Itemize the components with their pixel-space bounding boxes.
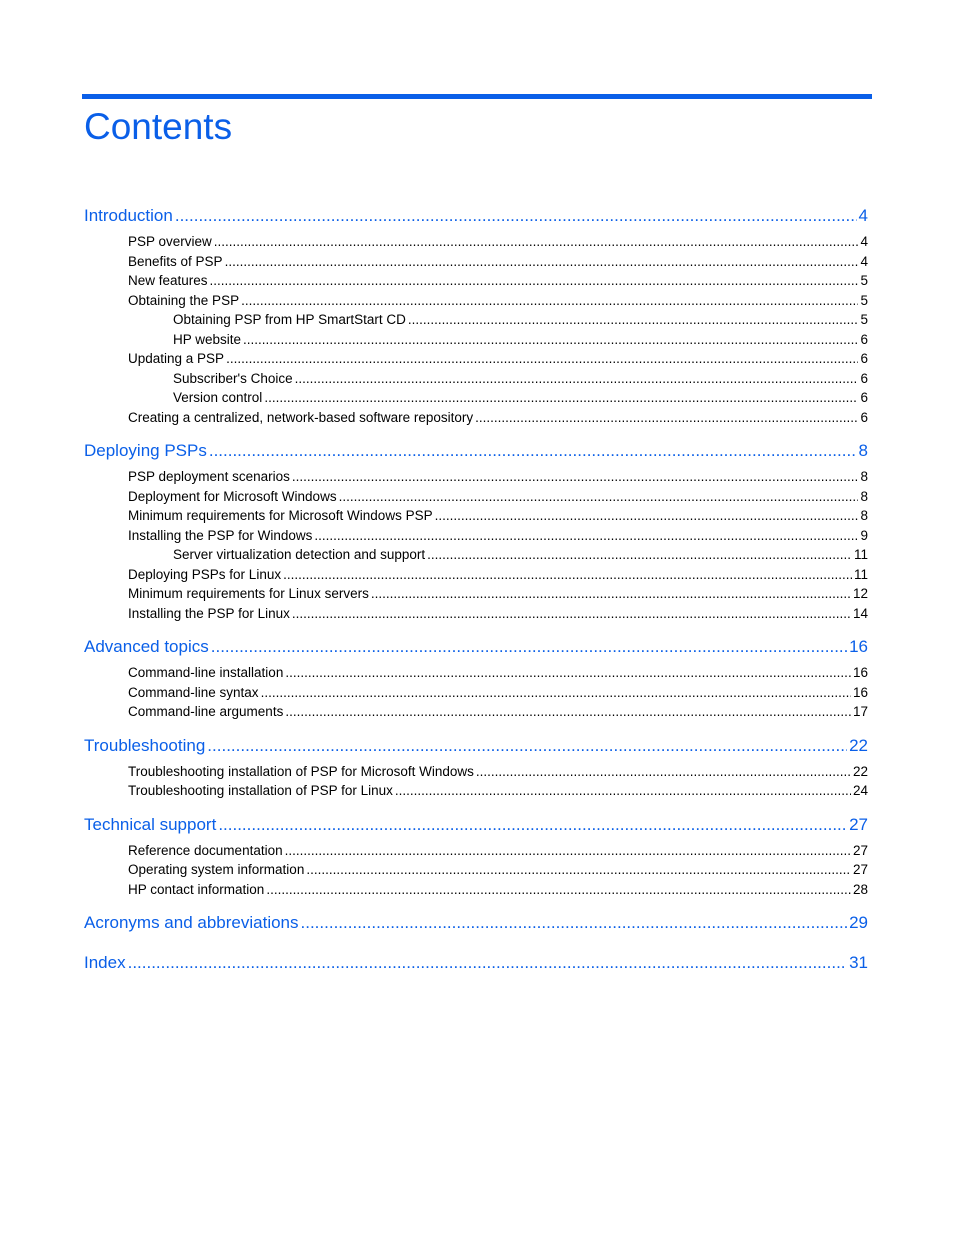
toc-entry-page: 6 [860, 370, 868, 386]
toc-entry-title: Troubleshooting installation of PSP for Microsoft Windows [128, 763, 474, 779]
toc-entry-page: 16 [852, 684, 868, 700]
toc-entry[interactable] [84, 506, 868, 526]
toc-entry-page: 29 [849, 913, 868, 932]
toc-entry[interactable] [84, 388, 868, 408]
toc-entry[interactable] [84, 584, 868, 604]
toc-entry-page: 28 [852, 881, 868, 897]
dot-leader [476, 762, 851, 782]
toc-entry-title: Deploying PSPs for Linux [128, 566, 282, 582]
toc-entry[interactable] [84, 232, 868, 252]
toc-entry[interactable] [84, 663, 868, 683]
toc-section [84, 435, 868, 623]
toc-entry[interactable] [84, 604, 868, 624]
dot-leader [435, 506, 859, 526]
toc-entry[interactable] [84, 545, 868, 565]
toc-entry-title: Advanced topics [84, 637, 209, 656]
toc-entry-title: Technical support [84, 814, 217, 834]
dot-leader [210, 271, 859, 291]
toc-entry-title: HP website [173, 331, 242, 347]
toc-entry-page: 5 [860, 312, 868, 327]
dot-leader [175, 200, 857, 232]
toc-entry-title: Minimum requirements for Microsoft Windows PSP [128, 508, 433, 523]
toc-entry-title: Subscriber's Choice [173, 370, 293, 386]
dot-leader [285, 663, 851, 683]
toc-entry[interactable] [84, 408, 868, 428]
header-rule [82, 94, 872, 99]
toc-entry-page: 11 [853, 566, 868, 582]
toc-entry-page: 17 [852, 704, 868, 719]
toc-entry-page: 16 [852, 665, 868, 680]
toc-entry-page: 11 [853, 547, 868, 562]
dot-leader [292, 604, 851, 624]
toc-entry[interactable] [84, 467, 868, 487]
toc-entry-title: Troubleshooting [84, 735, 206, 755]
toc-entry-title: Introduction [84, 206, 173, 225]
toc-entry-page: 6 [860, 409, 868, 425]
toc-entry-title: Obtaining the PSP [128, 292, 240, 308]
toc-entry-page: 27 [852, 842, 868, 858]
toc-entry[interactable] [84, 860, 868, 880]
dot-leader [264, 388, 858, 408]
table-of-contents [84, 200, 868, 987]
toc-entry[interactable] [84, 369, 868, 389]
dot-leader [209, 435, 857, 467]
toc-entry-title: Creating a centralized, network-based software repository [128, 409, 474, 425]
dot-leader [371, 584, 851, 604]
toc-entry[interactable] [84, 487, 868, 507]
dot-leader [243, 330, 858, 350]
toc-entry-page: 5 [860, 273, 868, 288]
toc-entry-page: 27 [849, 814, 868, 834]
toc-entry-page: 16 [849, 637, 868, 656]
toc-entry-page: 22 [852, 763, 868, 779]
toc-section-entry[interactable] [84, 200, 868, 232]
dot-leader [408, 310, 859, 330]
toc-section [84, 907, 868, 939]
toc-entry[interactable] [84, 271, 868, 291]
toc-entry-page: 8 [858, 441, 868, 460]
toc-entry[interactable] [84, 565, 868, 585]
dot-leader [214, 232, 859, 252]
toc-entry[interactable] [84, 349, 868, 369]
toc-entry[interactable] [84, 762, 868, 782]
toc-entry-title: Minimum requirements for Linux servers [128, 586, 369, 601]
toc-entry-title: Index [84, 953, 126, 972]
toc-section-entry[interactable] [84, 907, 868, 939]
toc-entry-page: 4 [860, 234, 868, 249]
toc-entry-page: 31 [849, 953, 868, 972]
toc-section-entry[interactable] [84, 730, 868, 762]
page-title: Contents [84, 106, 233, 147]
toc-entry[interactable] [84, 841, 868, 861]
toc-entry-page: 9 [860, 527, 868, 543]
toc-entry-title: PSP deployment scenarios [128, 469, 290, 484]
dot-leader [314, 526, 858, 546]
toc-entry[interactable] [84, 310, 868, 330]
toc-entry-title: Deployment for Microsoft Windows [128, 488, 337, 504]
toc-entry-page: 12 [852, 586, 868, 601]
toc-entry[interactable] [84, 880, 868, 900]
toc-section [84, 631, 868, 722]
toc-section [84, 730, 868, 801]
toc-entry-title: Server virtualization detection and support [173, 547, 426, 562]
toc-entry-title: HP contact information [128, 881, 265, 897]
toc-entry-title: Version control [173, 390, 263, 405]
toc-entry[interactable] [84, 330, 868, 350]
dot-leader [306, 860, 851, 880]
dot-leader [128, 947, 847, 979]
toc-entry[interactable] [84, 781, 868, 801]
toc-section-entry[interactable] [84, 631, 868, 663]
toc-entry-title: Operating system information [128, 862, 305, 877]
toc-entry-page: 24 [852, 783, 868, 798]
toc-entry-title: Installing the PSP for Windows [128, 527, 313, 543]
toc-entry[interactable] [84, 252, 868, 272]
toc-entry-title: Installing the PSP for Linux [128, 605, 290, 621]
toc-section [84, 809, 868, 900]
toc-entry[interactable] [84, 291, 868, 311]
dot-leader [211, 631, 847, 663]
dot-leader [207, 730, 847, 762]
toc-entry-page: 4 [858, 206, 868, 225]
toc-entry-page: 8 [860, 469, 868, 484]
dot-leader [292, 467, 859, 487]
toc-entry-page: 8 [860, 488, 868, 504]
toc-entry-title: Updating a PSP [128, 351, 225, 366]
dot-leader [285, 702, 851, 722]
toc-entry-page: 4 [860, 253, 868, 269]
toc-entry-page: 5 [860, 292, 868, 308]
dot-leader [475, 408, 858, 428]
toc-entry-title: New features [128, 273, 208, 288]
toc-entry-page: 6 [860, 331, 868, 347]
toc-entry-title: Acronyms and abbreviations [84, 913, 299, 932]
toc-entry-title: Command-line installation [128, 665, 284, 680]
toc-entry-title: Command-line syntax [128, 684, 259, 700]
toc-entry[interactable] [84, 683, 868, 703]
dot-leader [241, 291, 858, 311]
dot-leader [283, 565, 852, 585]
dot-leader [295, 369, 859, 389]
toc-entry-page: 6 [860, 390, 868, 405]
toc-section [84, 200, 868, 427]
toc-entry-page: 27 [852, 862, 868, 877]
toc-entry-title: Troubleshooting installation of PSP for Linux [128, 783, 393, 798]
toc-entry-page: 14 [852, 605, 868, 621]
dot-leader [226, 349, 858, 369]
toc-section-entry[interactable] [84, 947, 868, 979]
toc-entry-page: 8 [860, 508, 868, 523]
toc-entry-page: 6 [860, 351, 868, 366]
toc-entry-title: Deploying PSPs [84, 441, 207, 460]
dot-leader [427, 545, 852, 565]
toc-entry-page: 22 [849, 735, 868, 755]
dot-leader [218, 809, 847, 841]
toc-entry-title: Obtaining PSP from HP SmartStart CD [173, 312, 406, 327]
toc-entry-title: PSP overview [128, 234, 212, 249]
dot-leader [395, 781, 851, 801]
toc-entry-title: Reference documentation [128, 842, 283, 858]
toc-entry-title: Benefits of PSP [128, 253, 223, 269]
dot-leader [266, 880, 851, 900]
dot-leader [301, 907, 848, 939]
dot-leader [285, 841, 851, 861]
toc-section-entry[interactable] [84, 809, 868, 841]
dot-leader [225, 252, 859, 272]
dot-leader [339, 487, 859, 507]
toc-entry[interactable] [84, 702, 868, 722]
toc-entry-title: Command-line arguments [128, 704, 284, 719]
toc-section-entry[interactable] [84, 435, 868, 467]
toc-section [84, 947, 868, 979]
toc-entry[interactable] [84, 526, 868, 546]
dot-leader [261, 683, 851, 703]
